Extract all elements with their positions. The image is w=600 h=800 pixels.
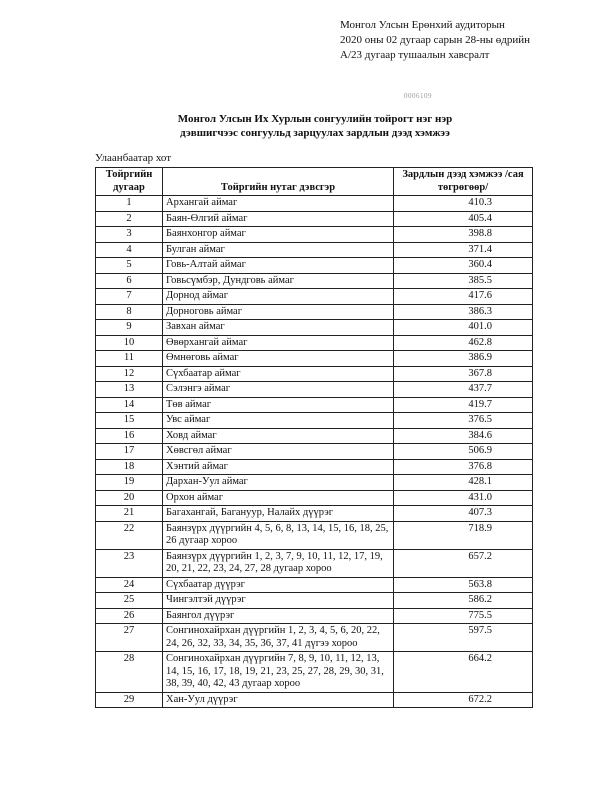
territory-cell: Баянзүрх дүүргийн 4, 5, 6, 8, 13, 14, 15, 16, 18, 25, 26 дугаар хороо	[163, 521, 394, 549]
table-row	[96, 273, 533, 289]
district-number-cell: 29	[96, 692, 163, 708]
territory-cell: Чингэлтэй дүүрэг	[163, 593, 394, 609]
district-number-cell: 24	[96, 577, 163, 593]
table-row	[96, 506, 533, 522]
district-number-cell: 22	[96, 521, 163, 549]
table-row	[96, 351, 533, 367]
district-number-cell: 15	[96, 413, 163, 429]
max-expense-cell: 437.7	[394, 382, 533, 398]
territory-cell: Дорноговь аймаг	[163, 304, 394, 320]
district-number-cell: 14	[96, 397, 163, 413]
territory-cell: Баянхонгор аймаг	[163, 227, 394, 243]
territory-cell: Өвөрхангай аймаг	[163, 335, 394, 351]
district-number-cell: 11	[96, 351, 163, 367]
table-row	[96, 366, 533, 382]
table-row	[96, 652, 533, 693]
district-number-cell: 26	[96, 608, 163, 624]
table-row	[96, 593, 533, 609]
district-number-cell: 12	[96, 366, 163, 382]
district-number-cell: 25	[96, 593, 163, 609]
max-expense-cell: 586.2	[394, 593, 533, 609]
max-expense-cell: 386.9	[394, 351, 533, 367]
territory-cell: Сүхбаатар дүүрэг	[163, 577, 394, 593]
max-expense-cell: 462.8	[394, 335, 533, 351]
col-max-expense-header: Зардлын дээд хэмжээ /сая төгрөгөөр/	[394, 168, 533, 196]
max-expense-cell: 657.2	[394, 549, 533, 577]
territory-cell: Сонгинохайрхан дүүргийн 7, 8, 9, 10, 11, 12, 13, 14, 15, 16, 17, 18, 19, 21, 23, 25, 27, 28, 29, 30, 31, 38, 39, 40, 42, 43 дугаар хороо	[163, 652, 394, 693]
district-number-cell: 4	[96, 242, 163, 258]
district-number-cell: 28	[96, 652, 163, 693]
table-row	[96, 608, 533, 624]
district-number-cell: 3	[96, 227, 163, 243]
max-expense-cell: 718.9	[394, 521, 533, 549]
max-expense-cell: 384.6	[394, 428, 533, 444]
expense-table	[95, 167, 533, 708]
col-district-number-header: Тойргийн дугаар	[96, 168, 163, 196]
table-row	[96, 397, 533, 413]
territory-cell: Орхон аймаг	[163, 490, 394, 506]
max-expense-cell: 419.7	[394, 397, 533, 413]
territory-cell: Сүхбаатар аймаг	[163, 366, 394, 382]
table-header-row	[96, 168, 533, 196]
table-row	[96, 521, 533, 549]
max-expense-cell: 371.4	[394, 242, 533, 258]
territory-cell: Өмнөговь аймаг	[163, 351, 394, 367]
district-number-cell: 1	[96, 196, 163, 212]
header-line-3: А/23 дугаар тушаалын хавсралт	[340, 49, 490, 61]
table-row	[96, 227, 533, 243]
territory-cell: Архангай аймаг	[163, 196, 394, 212]
district-number-cell: 13	[96, 382, 163, 398]
table-row	[96, 475, 533, 491]
table-row	[96, 382, 533, 398]
territory-cell: Баянгол дүүрэг	[163, 608, 394, 624]
territory-cell: Говь-Алтай аймаг	[163, 258, 394, 274]
table-row	[96, 335, 533, 351]
max-expense-cell: 775.5	[394, 608, 533, 624]
district-number-cell: 20	[96, 490, 163, 506]
table-row	[96, 196, 533, 212]
territory-cell: Баянзүрх дүүргийн 1, 2, 3, 7, 9, 10, 11, 12, 17, 19, 20, 21, 22, 23, 24, 27, 28 дугаар хороо	[163, 549, 394, 577]
title-line-2: дэвшигчээс сонгуульд зарцуулах зардлын дээд хэмжээ	[180, 127, 450, 139]
header-block	[340, 18, 560, 63]
col-territory-header: Тойргийн нутаг дэвсгэр	[163, 168, 394, 196]
territory-cell: Хөвсгөл аймаг	[163, 444, 394, 460]
district-number-cell: 9	[96, 320, 163, 336]
district-number-cell: 5	[96, 258, 163, 274]
territory-cell: Хан-Уул дүүрэг	[163, 692, 394, 708]
max-expense-cell: 367.8	[394, 366, 533, 382]
district-number-cell: 8	[96, 304, 163, 320]
district-number-cell: 17	[96, 444, 163, 460]
table-row	[96, 490, 533, 506]
territory-cell: Хэнтий аймаг	[163, 459, 394, 475]
max-expense-cell: 563.8	[394, 577, 533, 593]
territory-cell: Дархан-Уул аймаг	[163, 475, 394, 491]
max-expense-cell: 407.3	[394, 506, 533, 522]
city-label: Улаанбаатар хот	[95, 152, 172, 164]
max-expense-cell: 405.4	[394, 211, 533, 227]
table-row	[96, 258, 533, 274]
territory-cell: Увс аймаг	[163, 413, 394, 429]
territory-cell: Дорнод аймаг	[163, 289, 394, 305]
max-expense-cell: 672.2	[394, 692, 533, 708]
table-row	[96, 624, 533, 652]
max-expense-cell: 428.1	[394, 475, 533, 491]
table-body	[96, 196, 533, 708]
district-number-cell: 16	[96, 428, 163, 444]
table-row	[96, 428, 533, 444]
max-expense-cell: 597.5	[394, 624, 533, 652]
max-expense-cell: 401.0	[394, 320, 533, 336]
territory-cell: Сонгинохайрхан дүүргийн 1, 2, 3, 4, 5, 6, 20, 22, 24, 26, 32, 33, 34, 35, 36, 37, 41 дүгээ хороо	[163, 624, 394, 652]
territory-cell: Сэлэнгэ аймаг	[163, 382, 394, 398]
territory-cell: Төв аймаг	[163, 397, 394, 413]
territory-cell: Ховд аймаг	[163, 428, 394, 444]
table-row	[96, 320, 533, 336]
table-row	[96, 577, 533, 593]
max-expense-cell: 398.8	[394, 227, 533, 243]
max-expense-cell: 376.5	[394, 413, 533, 429]
max-expense-cell: 385.5	[394, 273, 533, 289]
district-number-cell: 6	[96, 273, 163, 289]
territory-cell: Баян-Өлгий аймаг	[163, 211, 394, 227]
territory-cell: Булган аймаг	[163, 242, 394, 258]
max-expense-cell: 410.3	[394, 196, 533, 212]
max-expense-cell: 376.8	[394, 459, 533, 475]
table-row	[96, 413, 533, 429]
territory-cell: Говьсүмбэр, Дундговь аймаг	[163, 273, 394, 289]
max-expense-cell: 431.0	[394, 490, 533, 506]
district-number-cell: 18	[96, 459, 163, 475]
max-expense-cell: 664.2	[394, 652, 533, 693]
max-expense-cell: 386.3	[394, 304, 533, 320]
table-row	[96, 549, 533, 577]
territory-cell: Завхан аймаг	[163, 320, 394, 336]
district-number-cell: 27	[96, 624, 163, 652]
max-expense-cell: 360.4	[394, 258, 533, 274]
district-number-cell: 2	[96, 211, 163, 227]
table-row	[96, 692, 533, 708]
table-row	[96, 242, 533, 258]
document-title	[150, 112, 480, 140]
district-number-cell: 10	[96, 335, 163, 351]
table-row	[96, 211, 533, 227]
district-number-cell: 19	[96, 475, 163, 491]
table-row	[96, 289, 533, 305]
header-line-1: Монгол Улсын Ерөнхий аудиторын	[340, 19, 505, 31]
district-number-cell: 23	[96, 549, 163, 577]
table-row	[96, 304, 533, 320]
district-number-cell: 21	[96, 506, 163, 522]
header-line-2: 2020 оны 02 дугаар сарын 28-ны өдрийн	[340, 34, 531, 46]
max-expense-cell: 506.9	[394, 444, 533, 460]
table-row	[96, 444, 533, 460]
district-number-cell: 7	[96, 289, 163, 305]
table-row	[96, 459, 533, 475]
max-expense-cell: 417.6	[394, 289, 533, 305]
title-line-1: Монгол Улсын Их Хурлын сонгуулийн тойрогт нэг нэр	[177, 113, 453, 125]
territory-cell: Багахангай, Багануур, Налайх дүүрэг	[163, 506, 394, 522]
registration-stamp: 0006109	[404, 92, 432, 100]
